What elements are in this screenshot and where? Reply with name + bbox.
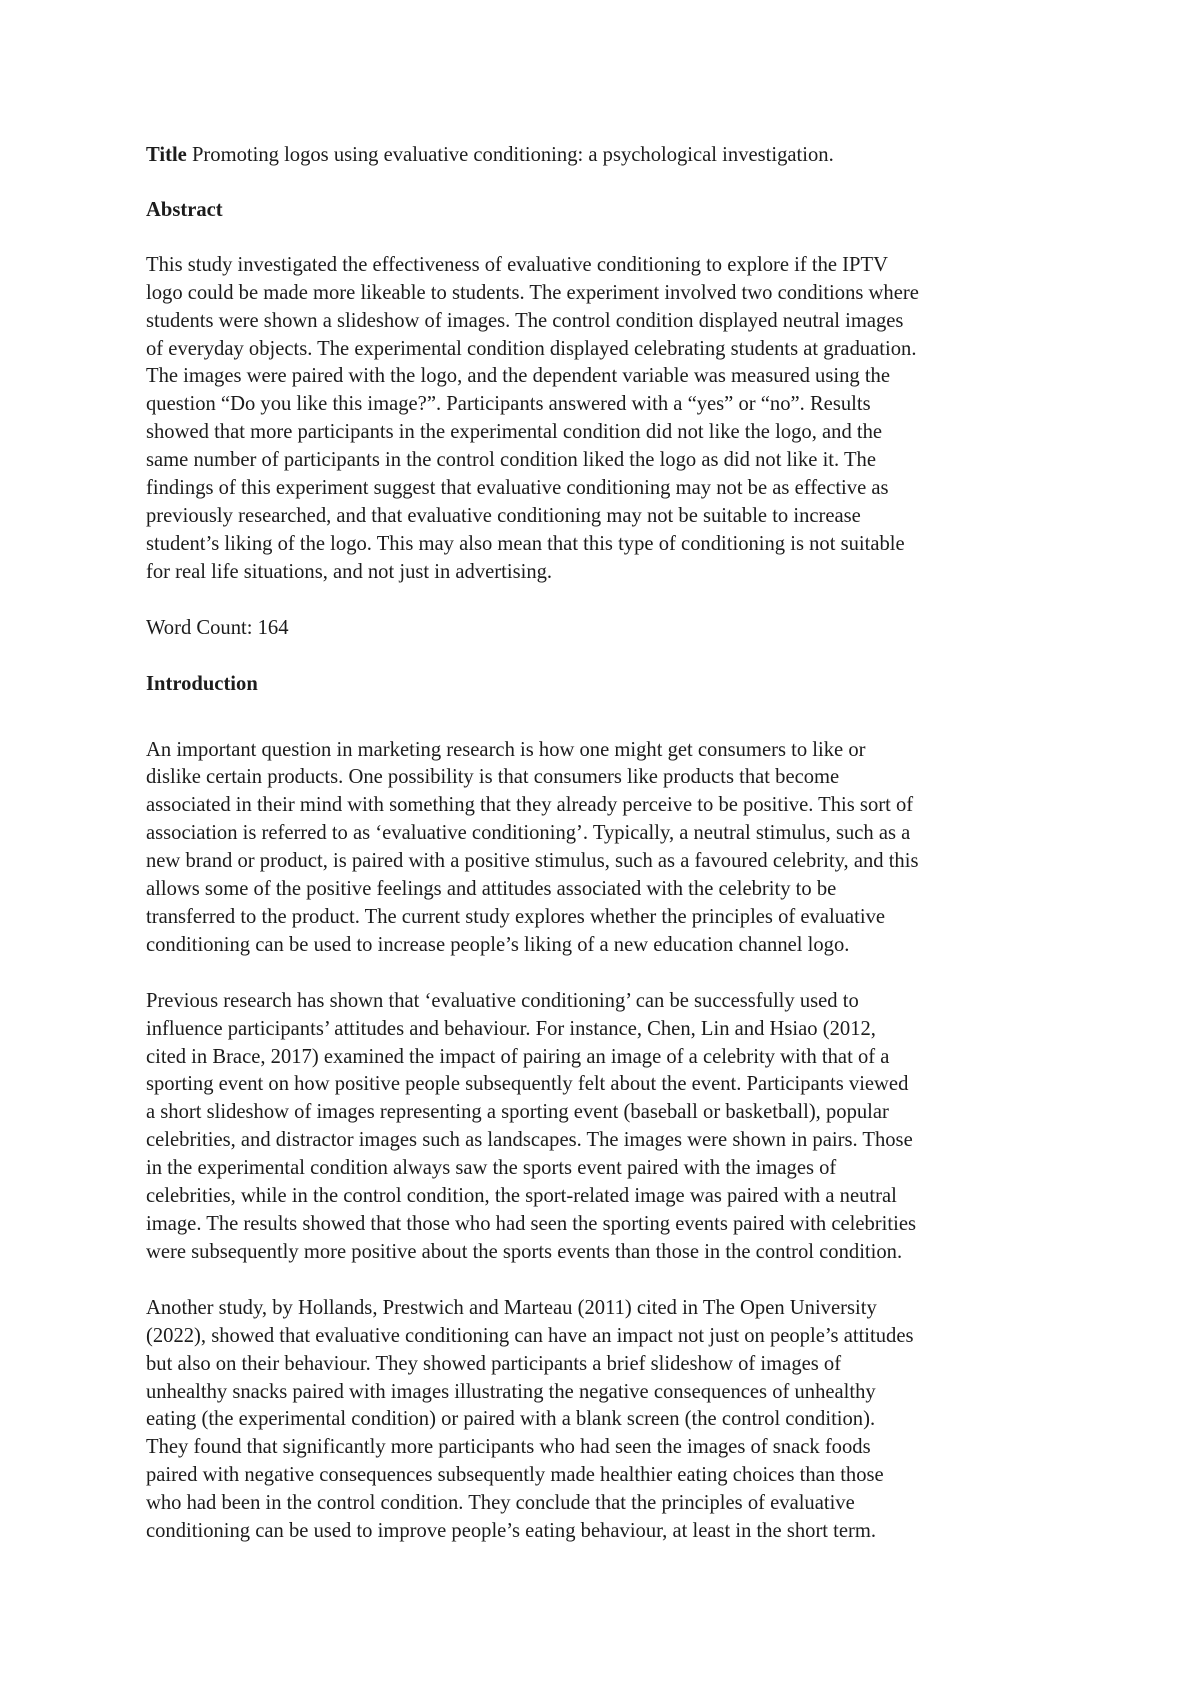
abstract-line: question “Do you like this image?”. Participants answered with a “yes” or “no”. Results [146, 393, 871, 416]
abstract-line: logo could be made more likeable to students. The experiment involved two conditions where [146, 281, 919, 304]
intro-line: but also on their behaviour. They showed participants a brief slideshow of images of [146, 1352, 842, 1375]
intro-line: were subsequently more positive about the sports events than those in the control condition. [146, 1240, 903, 1263]
intro-line: new brand or product, is paired with a positive stimulus, such as a favoured celebrity, and this [146, 850, 919, 873]
intro-paragraph-3 [146, 1295, 1066, 1546]
intro-line: celebrities, while in the control condition, the sport-related image was paired with a neutral [146, 1185, 897, 1208]
word-count: Word Count: 164 [146, 616, 289, 639]
intro-paragraph-1 [146, 737, 1066, 960]
document-page [146, 142, 1066, 1546]
intro-line: who had been in the control condition. They conclude that the principles of evaluative [146, 1492, 855, 1515]
intro-line: (2022), showed that evaluative conditioning can have an impact not just on people’s attitudes [146, 1324, 914, 1347]
intro-paragraph-2 [146, 988, 1066, 1267]
intro-line: dislike certain products. One possibility is that consumers like products that become [146, 766, 840, 789]
intro-line: unhealthy snacks paired with images illustrating the negative consequences of unhealthy [146, 1380, 876, 1403]
intro-line: Another study, by Hollands, Prestwich and Marteau (2011) cited in The Open University [146, 1296, 877, 1319]
abstract-line: student’s liking of the logo. This may also mean that this type of conditioning is not suitable [146, 532, 905, 555]
intro-line: image. The results showed that those who had seen the sporting events paired with celebrities [146, 1213, 916, 1235]
abstract-heading: Abstract [146, 198, 223, 221]
introduction-heading: Introduction [146, 672, 258, 695]
intro-line: associated in their mind with something that they already perceive to be positive. This sort of [146, 794, 914, 817]
title-label: Title [146, 144, 187, 166]
abstract-line: students were shown a slideshow of images. The control condition displayed neutral images [146, 309, 904, 332]
intro-line: conditioning can be used to increase people’s liking of a new education channel logo. [146, 933, 850, 956]
intro-line: An important question in marketing research is how one might get consumers to like or [146, 738, 866, 761]
intro-line: eating (the experimental condition) or paired with a blank screen (the control condition). [146, 1408, 876, 1431]
intro-line: conditioning can be used to improve people’s eating behaviour, at least in the short term. [146, 1520, 877, 1543]
intro-line: sporting event on how positive people subsequently felt about the event. Participants viewed [146, 1073, 909, 1096]
abstract-line: previously researched, and that evaluative conditioning may not be suitable to increase [146, 504, 861, 527]
intro-line: allows some of the positive feelings and attitudes associated with the celebrity to be [146, 878, 837, 901]
abstract-line: of everyday objects. The experimental condition displayed celebrating students at graduation. [146, 337, 917, 360]
abstract-line: findings of this experiment suggest that evaluative conditioning may not be as effective as [146, 477, 889, 500]
intro-line: a short slideshow of images representing a sporting event (baseball or basketball), popular [146, 1101, 889, 1124]
intro-line: association is referred to as ‘evaluative conditioning’. Typically, a neutral stimulus, such as a [146, 822, 911, 845]
abstract-line: The images were paired with the logo, and the dependent variable was measured using the [146, 365, 890, 388]
intro-line: influence participants’ attitudes and behaviour. For instance, Chen, Lin and Hsiao (2012, [146, 1017, 876, 1040]
intro-line: in the experimental condition always saw the sports event paired with the images of [146, 1157, 837, 1180]
abstract-line: for real life situations, and not just in advertising. [146, 560, 553, 583]
abstract-line: This study investigated the effectiveness of evaluative conditioning to explore if the IPTV [146, 253, 888, 276]
title-text: Promoting logos using evaluative conditioning: a psychological investigation. [186, 144, 834, 166]
abstract-line: showed that more participants in the experimental condition did not like the logo, and the [146, 421, 883, 444]
document-title-line [146, 142, 1066, 170]
intro-line: paired with negative consequences subsequently made healthier eating choices than those [146, 1464, 884, 1487]
intro-line: transferred to the product. The current study explores whether the principles of evaluative [146, 905, 886, 928]
intro-line: Previous research has shown that ‘evaluative conditioning’ can be successfully used to [146, 989, 859, 1012]
abstract-line: same number of participants in the control condition liked the logo as did not like it. The [146, 449, 876, 472]
intro-line: They found that significantly more participants who had seen the images of snack foods [146, 1436, 871, 1459]
intro-line: cited in Brace, 2017) examined the impact of pairing an image of a celebrity with that of a [146, 1045, 890, 1068]
abstract-paragraph [146, 252, 1066, 587]
intro-line: celebrities, and distractor images such as landscapes. The images were shown in pairs. Those [146, 1129, 913, 1152]
